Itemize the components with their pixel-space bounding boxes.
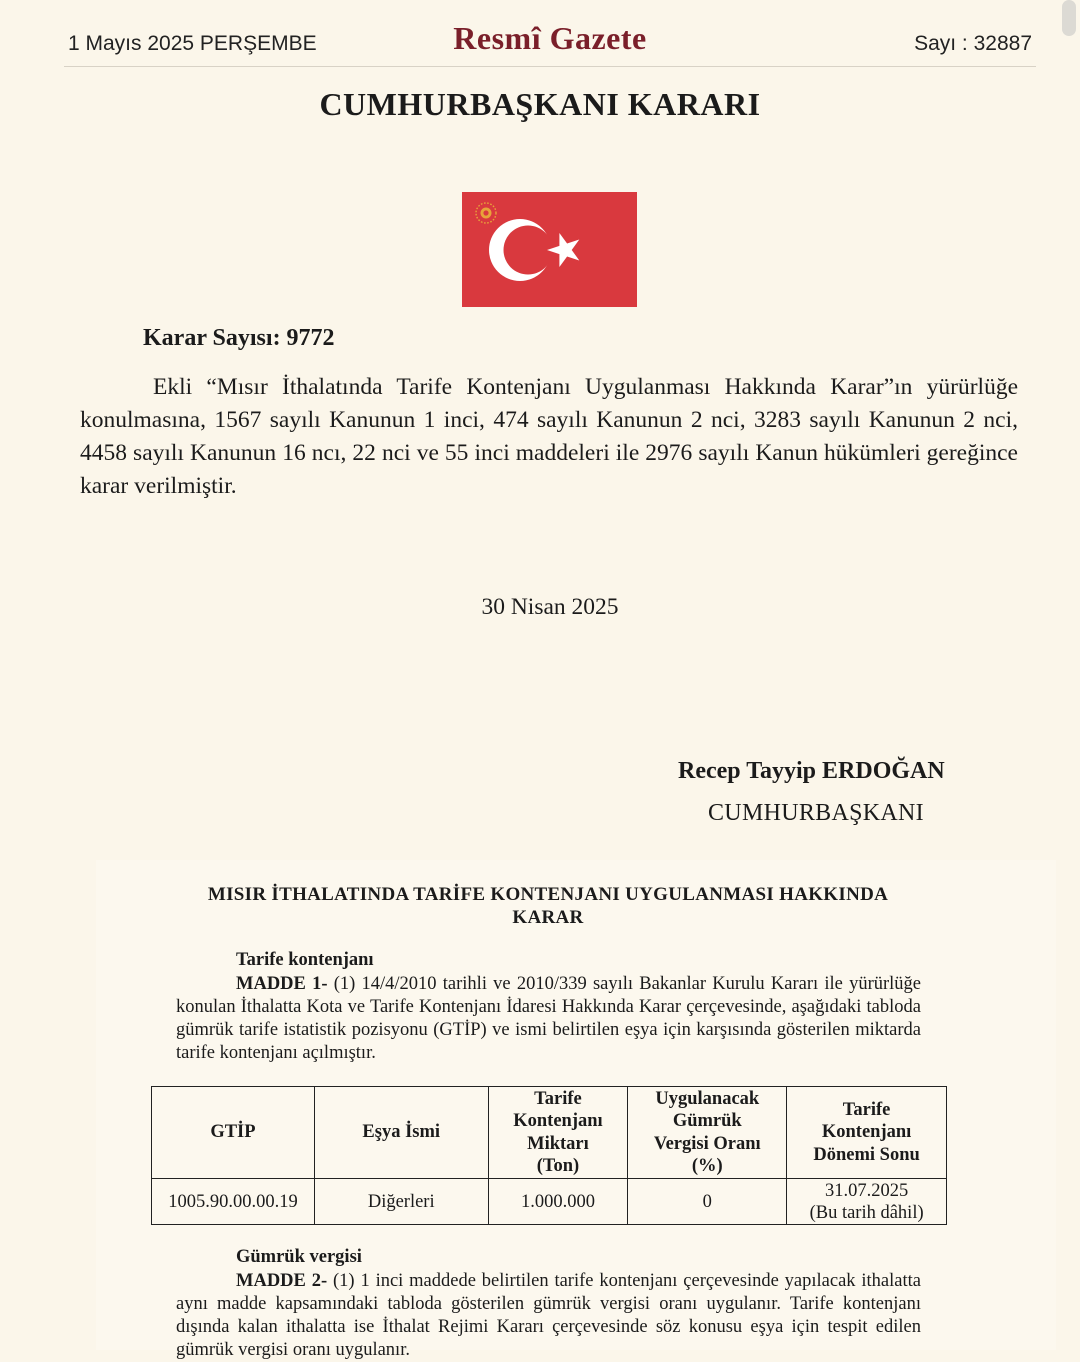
document-title: CUMHURBAŞKANI KARARI [319, 86, 761, 122]
header-rate-l2: Gümrük [672, 1111, 742, 1131]
article-1 [176, 973, 921, 1065]
decision-number: Karar Sayısı: 9772 [143, 325, 335, 351]
section-heading-quota: Tarife kontenjanı [236, 950, 374, 970]
header-end-l1: Tarife [842, 1099, 891, 1120]
header-quota-l4: (Ton) [536, 1156, 580, 1176]
header-quota-l2: Kontenjanı [513, 1111, 603, 1131]
issue-date: 1 Mayıs 2025 PERŞEMBE [68, 32, 317, 55]
cell-gtip: 1005.90.00.00.19 [152, 1179, 315, 1225]
header-quota-amount [488, 1087, 628, 1179]
cell-quota-amount: 1.000.000 [488, 1179, 628, 1225]
scrollbar-thumb[interactable] [1062, 0, 1076, 36]
cell-goods-name: Diğerleri [314, 1179, 488, 1225]
signing-date: 30 Nisan 2025 [481, 594, 619, 620]
issue-number: Sayı : 32887 [914, 32, 1032, 55]
cell-period-end [787, 1179, 947, 1225]
signer-title: CUMHURBAŞKANI [708, 800, 924, 826]
header-rate-l1: Uygulanacak [655, 1088, 760, 1109]
article-1-label: MADDE 1- [236, 974, 328, 994]
header-end-l3: Dönemi Sonu [813, 1144, 920, 1165]
header-quota-l1: Tarife [534, 1088, 582, 1109]
quota-table [151, 1086, 947, 1225]
section-heading-customs-duty: Gümrük vergisi [236, 1247, 362, 1267]
header-rate-l3: Vergisi Oranı [653, 1133, 761, 1154]
article-2-label: MADDE 2- [236, 1271, 328, 1291]
article-2 [176, 1270, 921, 1362]
header-gtip: GTİP [152, 1087, 315, 1179]
annex-title [178, 883, 918, 929]
crescent-inner [504, 226, 553, 275]
header-rate-l4: (%) [691, 1156, 723, 1176]
intro-paragraph: Ekli “Mısır İthalatında Tarife Kontenjanı Uygulanması Hakkında Karar”ın yürürlüğe konulmasına, 1567 sayılı Kanunun 1 inci, 474 sayılı Kanunun 2 nci, 3283 sayılı Kanunun 2 nci, 4458 sayılı Kanunun 16 ncı, 22 nci ve 55 inci maddeleri ile 2976 sayılı Kanun hükümleri gereğince karar verilmiştir. [80, 374, 1018, 499]
annex-title-line1: MISIR İTHALATINDA TARİFE KONTENJANI UYGULANMASI HAKKINDA [207, 884, 889, 905]
header-duty-rate [628, 1087, 787, 1179]
cell-period-end-date: 31.07.2025 [824, 1180, 909, 1201]
header-period-end [787, 1087, 947, 1179]
gazette-header [64, 20, 1036, 67]
header-quota-l3: Miktarı [527, 1133, 589, 1154]
gazette-title: Resmî Gazete [453, 20, 647, 56]
article-1-text: (1) 14/4/2010 tarihli ve 2010/339 sayılı Bakanlar Kurulu Kararı ile yürürlüğe konulan İthalatta Kota ve Tarife Kontenjanı İdaresi Hakkında Karar çerçevesinde, aşağıdaki tabloda gümrük tarife istatistik pozisyonu (GTİP) ve ismi belirtilen eşya için karşısında gösterilen miktarda tarife kontenjanı açılmıştır. [176, 974, 921, 1063]
article-2-text: (1) 1 inci maddede belirtilen tarife kontenjanı çerçevesinde yapılacak ithalatta aynı madde kapsamındaki tabloda gösterilen gümrük vergisi oranı uygulanır. Tarife kontenjanı dışında kalan ithalatta ise İthalat Rejimi Kararı çerçevesinde söz konusu eşya için tespit edilen gümrük vergisi oranı uygulanır. [176, 1271, 921, 1360]
cell-period-end-note: (Bu tarih dâhil) [809, 1202, 924, 1223]
header-end-l2: Kontenjanı [821, 1122, 912, 1143]
header-goods-name: Eşya İsmi [314, 1087, 488, 1179]
annex-title-line2: KARAR [512, 907, 584, 928]
cell-duty-rate: 0 [628, 1179, 787, 1225]
turkish-flag-emblem [462, 192, 637, 307]
signer-name: Recep Tayyip ERDOĞAN [678, 758, 945, 784]
table-row [152, 1179, 947, 1225]
table-header-row [152, 1087, 947, 1179]
